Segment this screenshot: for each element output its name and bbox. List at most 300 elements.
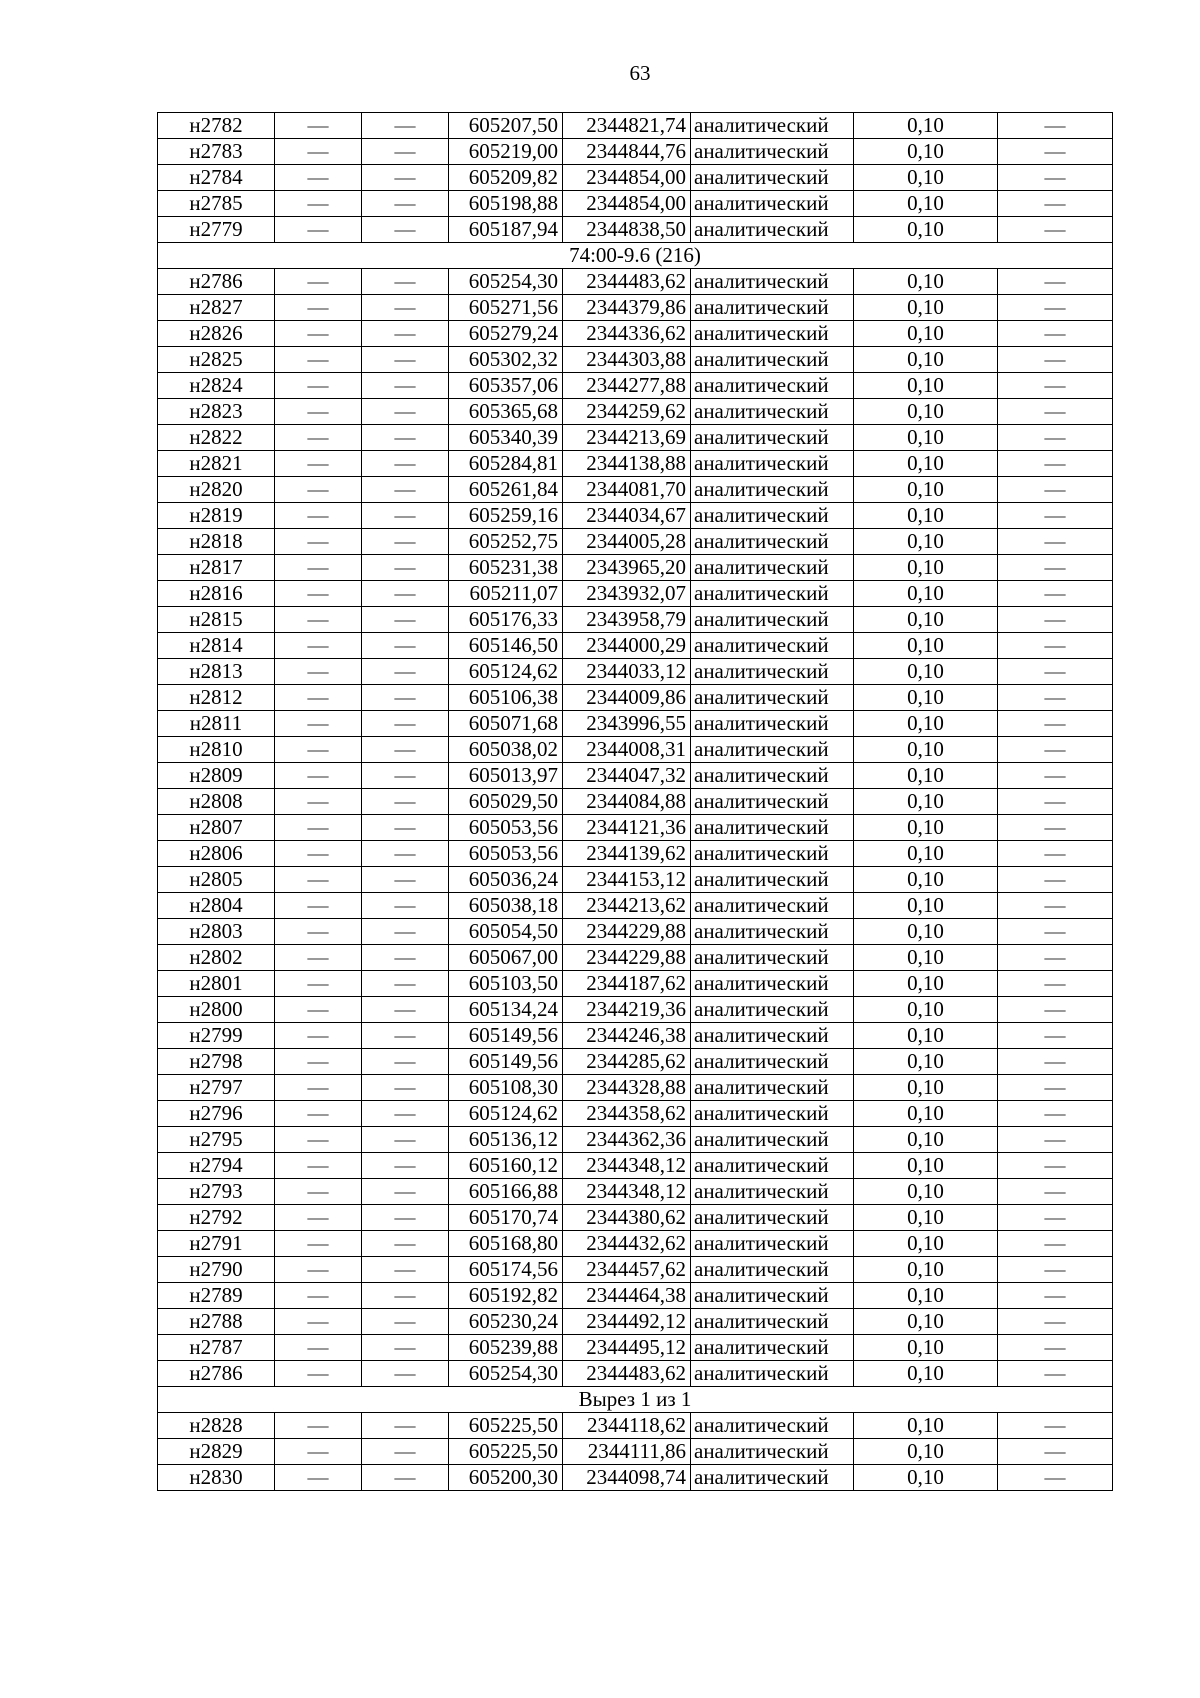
dash-cell: — xyxy=(998,633,1113,659)
point-name: н2807 xyxy=(158,815,275,841)
accuracy: 0,10 xyxy=(854,425,998,451)
coord-x: 605365,68 xyxy=(449,399,563,425)
method: аналитический xyxy=(691,165,854,191)
dash-cell: — xyxy=(998,1257,1113,1283)
dash-cell: — xyxy=(998,321,1113,347)
accuracy: 0,10 xyxy=(854,1283,998,1309)
table-row xyxy=(158,711,1113,737)
coord-y: 2344457,62 xyxy=(563,1257,691,1283)
accuracy: 0,10 xyxy=(854,867,998,893)
dash-cell: — xyxy=(362,399,449,425)
dash-cell: — xyxy=(362,1075,449,1101)
method: аналитический xyxy=(691,529,854,555)
dash-cell: — xyxy=(362,581,449,607)
coord-x: 605174,56 xyxy=(449,1257,563,1283)
dash-cell: — xyxy=(362,451,449,477)
point-name: н2793 xyxy=(158,1179,275,1205)
dash-cell: — xyxy=(275,477,362,503)
accuracy: 0,10 xyxy=(854,347,998,373)
point-name: н2795 xyxy=(158,1127,275,1153)
coord-y: 2343932,07 xyxy=(563,581,691,607)
dash-cell: — xyxy=(275,789,362,815)
dash-cell: — xyxy=(362,997,449,1023)
accuracy: 0,10 xyxy=(854,1439,998,1465)
coord-x: 605149,56 xyxy=(449,1049,563,1075)
coord-y: 2344138,88 xyxy=(563,451,691,477)
point-name: н2784 xyxy=(158,165,275,191)
dash-cell: — xyxy=(275,373,362,399)
method: аналитический xyxy=(691,1465,854,1491)
table-row xyxy=(158,1309,1113,1335)
point-name: н2805 xyxy=(158,867,275,893)
method: аналитический xyxy=(691,217,854,243)
table-row xyxy=(158,1101,1113,1127)
point-name: н2786 xyxy=(158,1361,275,1387)
coord-x: 605198,88 xyxy=(449,191,563,217)
coord-y: 2344854,00 xyxy=(563,191,691,217)
dash-cell: — xyxy=(275,919,362,945)
dash-cell: — xyxy=(275,1127,362,1153)
section-header: 74:00-9.6 (216) xyxy=(158,243,1113,269)
point-name: н2798 xyxy=(158,1049,275,1075)
accuracy: 0,10 xyxy=(854,503,998,529)
dash-cell: — xyxy=(998,1101,1113,1127)
accuracy: 0,10 xyxy=(854,763,998,789)
table-row xyxy=(158,1335,1113,1361)
method: аналитический xyxy=(691,1049,854,1075)
accuracy: 0,10 xyxy=(854,1179,998,1205)
dash-cell: — xyxy=(998,295,1113,321)
dash-cell: — xyxy=(998,815,1113,841)
method: аналитический xyxy=(691,945,854,971)
point-name: н2783 xyxy=(158,139,275,165)
method: аналитический xyxy=(691,1283,854,1309)
dash-cell: — xyxy=(275,1075,362,1101)
coord-x: 605259,16 xyxy=(449,503,563,529)
coord-y: 2343965,20 xyxy=(563,555,691,581)
dash-cell: — xyxy=(275,971,362,997)
accuracy: 0,10 xyxy=(854,477,998,503)
coord-y: 2344464,38 xyxy=(563,1283,691,1309)
coord-y: 2344380,62 xyxy=(563,1205,691,1231)
dash-cell: — xyxy=(362,529,449,555)
point-name: н2792 xyxy=(158,1205,275,1231)
dash-cell: — xyxy=(362,659,449,685)
table-row xyxy=(158,685,1113,711)
dash-cell: — xyxy=(362,1231,449,1257)
coord-x: 605108,30 xyxy=(449,1075,563,1101)
dash-cell: — xyxy=(998,373,1113,399)
dash-cell: — xyxy=(362,347,449,373)
table-row xyxy=(158,113,1113,139)
accuracy: 0,10 xyxy=(854,815,998,841)
dash-cell: — xyxy=(998,269,1113,295)
method: аналитический xyxy=(691,1257,854,1283)
coord-y: 2344358,62 xyxy=(563,1101,691,1127)
point-name: н2827 xyxy=(158,295,275,321)
accuracy: 0,10 xyxy=(854,555,998,581)
coord-y: 2343996,55 xyxy=(563,711,691,737)
method: аналитический xyxy=(691,711,854,737)
dash-cell: — xyxy=(362,269,449,295)
accuracy: 0,10 xyxy=(854,971,998,997)
dash-cell: — xyxy=(275,1101,362,1127)
dash-cell: — xyxy=(362,1309,449,1335)
coord-x: 605038,18 xyxy=(449,893,563,919)
dash-cell: — xyxy=(362,425,449,451)
dash-cell: — xyxy=(362,1257,449,1283)
method: аналитический xyxy=(691,139,854,165)
point-name: н2796 xyxy=(158,1101,275,1127)
accuracy: 0,10 xyxy=(854,1231,998,1257)
accuracy: 0,10 xyxy=(854,1153,998,1179)
dash-cell: — xyxy=(998,113,1113,139)
dash-cell: — xyxy=(275,1361,362,1387)
accuracy: 0,10 xyxy=(854,321,998,347)
coord-y: 2344098,74 xyxy=(563,1465,691,1491)
coord-y: 2344111,86 xyxy=(563,1439,691,1465)
method: аналитический xyxy=(691,1179,854,1205)
coord-x: 605302,32 xyxy=(449,347,563,373)
method: аналитический xyxy=(691,1127,854,1153)
method: аналитический xyxy=(691,685,854,711)
coord-x: 605013,97 xyxy=(449,763,563,789)
table-row xyxy=(158,1283,1113,1309)
page-number: 63 xyxy=(629,61,651,85)
coord-x: 605054,50 xyxy=(449,919,563,945)
coord-y: 2344336,62 xyxy=(563,321,691,347)
coord-y: 2344000,29 xyxy=(563,633,691,659)
dash-cell: — xyxy=(998,503,1113,529)
coord-x: 605136,12 xyxy=(449,1127,563,1153)
coord-x: 605209,82 xyxy=(449,165,563,191)
table-row xyxy=(158,529,1113,555)
coord-y: 2344854,00 xyxy=(563,165,691,191)
coord-x: 605036,24 xyxy=(449,867,563,893)
coord-y: 2344229,88 xyxy=(563,919,691,945)
dash-cell: — xyxy=(362,789,449,815)
dash-cell: — xyxy=(362,1465,449,1491)
dash-cell: — xyxy=(275,581,362,607)
coord-x: 605176,33 xyxy=(449,607,563,633)
coord-x: 605067,00 xyxy=(449,945,563,971)
method: аналитический xyxy=(691,789,854,815)
accuracy: 0,10 xyxy=(854,165,998,191)
table-row xyxy=(158,997,1113,1023)
dash-cell: — xyxy=(275,1335,362,1361)
dash-cell: — xyxy=(362,737,449,763)
method: аналитический xyxy=(691,581,854,607)
accuracy: 0,10 xyxy=(854,1049,998,1075)
section-header-row xyxy=(158,1387,1113,1413)
coord-y: 2344081,70 xyxy=(563,477,691,503)
dash-cell: — xyxy=(362,113,449,139)
method: аналитический xyxy=(691,399,854,425)
dash-cell: — xyxy=(998,1283,1113,1309)
coord-x: 605053,56 xyxy=(449,841,563,867)
dash-cell: — xyxy=(275,633,362,659)
dash-cell: — xyxy=(362,685,449,711)
point-name: н2810 xyxy=(158,737,275,763)
table-row xyxy=(158,295,1113,321)
coord-x: 605160,12 xyxy=(449,1153,563,1179)
table-row xyxy=(158,1413,1113,1439)
dash-cell: — xyxy=(275,139,362,165)
coord-x: 605038,02 xyxy=(449,737,563,763)
coord-x: 605357,06 xyxy=(449,373,563,399)
point-name: н2788 xyxy=(158,1309,275,1335)
table-row xyxy=(158,1439,1113,1465)
dash-cell: — xyxy=(275,555,362,581)
dash-cell: — xyxy=(275,711,362,737)
point-name: н2821 xyxy=(158,451,275,477)
dash-cell: — xyxy=(998,893,1113,919)
coord-x: 605149,56 xyxy=(449,1023,563,1049)
point-name: н2791 xyxy=(158,1231,275,1257)
method: аналитический xyxy=(691,763,854,789)
table-row xyxy=(158,191,1113,217)
coord-x: 605254,30 xyxy=(449,269,563,295)
dash-cell: — xyxy=(998,555,1113,581)
dash-cell: — xyxy=(362,1153,449,1179)
coord-x: 605254,30 xyxy=(449,1361,563,1387)
accuracy: 0,10 xyxy=(854,1205,998,1231)
dash-cell: — xyxy=(275,347,362,373)
dash-cell: — xyxy=(275,399,362,425)
method: аналитический xyxy=(691,737,854,763)
coord-x: 605340,39 xyxy=(449,425,563,451)
coord-x: 605071,68 xyxy=(449,711,563,737)
accuracy: 0,10 xyxy=(854,737,998,763)
method: аналитический xyxy=(691,919,854,945)
dash-cell: — xyxy=(998,1439,1113,1465)
dash-cell: — xyxy=(362,1361,449,1387)
accuracy: 0,10 xyxy=(854,841,998,867)
dash-cell: — xyxy=(275,1231,362,1257)
coord-x: 605146,50 xyxy=(449,633,563,659)
dash-cell: — xyxy=(275,945,362,971)
coord-y: 2344121,36 xyxy=(563,815,691,841)
accuracy: 0,10 xyxy=(854,893,998,919)
dash-cell: — xyxy=(275,997,362,1023)
dash-cell: — xyxy=(362,1205,449,1231)
dash-cell: — xyxy=(275,1283,362,1309)
dash-cell: — xyxy=(998,789,1113,815)
method: аналитический xyxy=(691,269,854,295)
dash-cell: — xyxy=(362,139,449,165)
method: аналитический xyxy=(691,1309,854,1335)
dash-cell: — xyxy=(275,1205,362,1231)
dash-cell: — xyxy=(998,867,1113,893)
method: аналитический xyxy=(691,971,854,997)
dash-cell: — xyxy=(998,451,1113,477)
point-name: н2829 xyxy=(158,1439,275,1465)
method: аналитический xyxy=(691,1413,854,1439)
point-name: н2794 xyxy=(158,1153,275,1179)
dash-cell: — xyxy=(275,841,362,867)
point-name: н2799 xyxy=(158,1023,275,1049)
coord-x: 605231,38 xyxy=(449,555,563,581)
accuracy: 0,10 xyxy=(854,1023,998,1049)
coord-y: 2344348,12 xyxy=(563,1153,691,1179)
table-row xyxy=(158,867,1113,893)
accuracy: 0,10 xyxy=(854,607,998,633)
dash-cell: — xyxy=(275,1153,362,1179)
coord-x: 605230,24 xyxy=(449,1309,563,1335)
method: аналитический xyxy=(691,1361,854,1387)
point-name: н2789 xyxy=(158,1283,275,1309)
table-row xyxy=(158,1049,1113,1075)
point-name: н2803 xyxy=(158,919,275,945)
accuracy: 0,10 xyxy=(854,945,998,971)
table-row xyxy=(158,165,1113,191)
dash-cell: — xyxy=(275,269,362,295)
method: аналитический xyxy=(691,451,854,477)
method: аналитический xyxy=(691,373,854,399)
table-row xyxy=(158,971,1113,997)
dash-cell: — xyxy=(275,607,362,633)
dash-cell: — xyxy=(275,1257,362,1283)
coord-x: 605225,50 xyxy=(449,1413,563,1439)
point-name: н2824 xyxy=(158,373,275,399)
dash-cell: — xyxy=(998,1361,1113,1387)
coord-y: 2344277,88 xyxy=(563,373,691,399)
dash-cell: — xyxy=(362,1127,449,1153)
point-name: н2819 xyxy=(158,503,275,529)
table-row xyxy=(158,217,1113,243)
dash-cell: — xyxy=(362,919,449,945)
coord-y: 2344008,31 xyxy=(563,737,691,763)
table-row xyxy=(158,269,1113,295)
accuracy: 0,10 xyxy=(854,659,998,685)
coord-x: 605168,80 xyxy=(449,1231,563,1257)
dash-cell: — xyxy=(362,295,449,321)
coord-x: 605279,24 xyxy=(449,321,563,347)
method: аналитический xyxy=(691,1439,854,1465)
point-name: н2830 xyxy=(158,1465,275,1491)
accuracy: 0,10 xyxy=(854,919,998,945)
dash-cell: — xyxy=(362,477,449,503)
coord-y: 2344495,12 xyxy=(563,1335,691,1361)
accuracy: 0,10 xyxy=(854,581,998,607)
dash-cell: — xyxy=(362,633,449,659)
table-row xyxy=(158,1023,1113,1049)
method: аналитический xyxy=(691,607,854,633)
accuracy: 0,10 xyxy=(854,1309,998,1335)
method: аналитический xyxy=(691,633,854,659)
point-name: н2826 xyxy=(158,321,275,347)
coord-y: 2344033,12 xyxy=(563,659,691,685)
coord-x: 605271,56 xyxy=(449,295,563,321)
dash-cell: — xyxy=(275,1179,362,1205)
dash-cell: — xyxy=(275,1413,362,1439)
dash-cell: — xyxy=(362,503,449,529)
point-name: н2812 xyxy=(158,685,275,711)
dash-cell: — xyxy=(998,581,1113,607)
accuracy: 0,10 xyxy=(854,1127,998,1153)
coord-y: 2344483,62 xyxy=(563,269,691,295)
coord-y: 2344047,32 xyxy=(563,763,691,789)
dash-cell: — xyxy=(998,191,1113,217)
point-name: н2786 xyxy=(158,269,275,295)
accuracy: 0,10 xyxy=(854,1413,998,1439)
dash-cell: — xyxy=(998,529,1113,555)
accuracy: 0,10 xyxy=(854,295,998,321)
coord-y: 2344303,88 xyxy=(563,347,691,373)
coord-y: 2344821,74 xyxy=(563,113,691,139)
section-header-row xyxy=(158,243,1113,269)
point-name: н2802 xyxy=(158,945,275,971)
point-name: н2817 xyxy=(158,555,275,581)
coord-y: 2344285,62 xyxy=(563,1049,691,1075)
dash-cell: — xyxy=(362,763,449,789)
method: аналитический xyxy=(691,477,854,503)
section-header: Вырез 1 из 1 xyxy=(158,1387,1113,1413)
table-row xyxy=(158,503,1113,529)
method: аналитический xyxy=(691,997,854,1023)
accuracy: 0,10 xyxy=(854,269,998,295)
method: аналитический xyxy=(691,841,854,867)
method: аналитический xyxy=(691,815,854,841)
coord-y: 2344432,62 xyxy=(563,1231,691,1257)
dash-cell: — xyxy=(998,1465,1113,1491)
method: аналитический xyxy=(691,503,854,529)
dash-cell: — xyxy=(275,815,362,841)
coord-x: 605284,81 xyxy=(449,451,563,477)
dash-cell: — xyxy=(998,737,1113,763)
coord-x: 605124,62 xyxy=(449,1101,563,1127)
point-name: н2787 xyxy=(158,1335,275,1361)
point-name: н2797 xyxy=(158,1075,275,1101)
method: аналитический xyxy=(691,1231,854,1257)
coord-y: 2344213,69 xyxy=(563,425,691,451)
dash-cell: — xyxy=(362,1179,449,1205)
coord-x: 605106,38 xyxy=(449,685,563,711)
dash-cell: — xyxy=(362,191,449,217)
table-row xyxy=(158,399,1113,425)
coord-y: 2344153,12 xyxy=(563,867,691,893)
dash-cell: — xyxy=(362,321,449,347)
point-name: н2823 xyxy=(158,399,275,425)
table-row xyxy=(158,945,1113,971)
method: аналитический xyxy=(691,425,854,451)
table-row xyxy=(158,815,1113,841)
coord-y: 2344492,12 xyxy=(563,1309,691,1335)
dash-cell: — xyxy=(998,139,1113,165)
dash-cell: — xyxy=(275,425,362,451)
point-name: н2785 xyxy=(158,191,275,217)
dash-cell: — xyxy=(362,217,449,243)
dash-cell: — xyxy=(275,1439,362,1465)
method: аналитический xyxy=(691,1153,854,1179)
dash-cell: — xyxy=(998,997,1113,1023)
accuracy: 0,10 xyxy=(854,1101,998,1127)
dash-cell: — xyxy=(362,711,449,737)
accuracy: 0,10 xyxy=(854,529,998,555)
dash-cell: — xyxy=(362,945,449,971)
table-row xyxy=(158,1231,1113,1257)
method: аналитический xyxy=(691,113,854,139)
point-name: н2818 xyxy=(158,529,275,555)
table-row xyxy=(158,1257,1113,1283)
dash-cell: — xyxy=(998,919,1113,945)
coord-y: 2344219,36 xyxy=(563,997,691,1023)
accuracy: 0,10 xyxy=(854,217,998,243)
dash-cell: — xyxy=(275,1309,362,1335)
dash-cell: — xyxy=(998,1309,1113,1335)
method: аналитический xyxy=(691,555,854,581)
coord-x: 605103,50 xyxy=(449,971,563,997)
